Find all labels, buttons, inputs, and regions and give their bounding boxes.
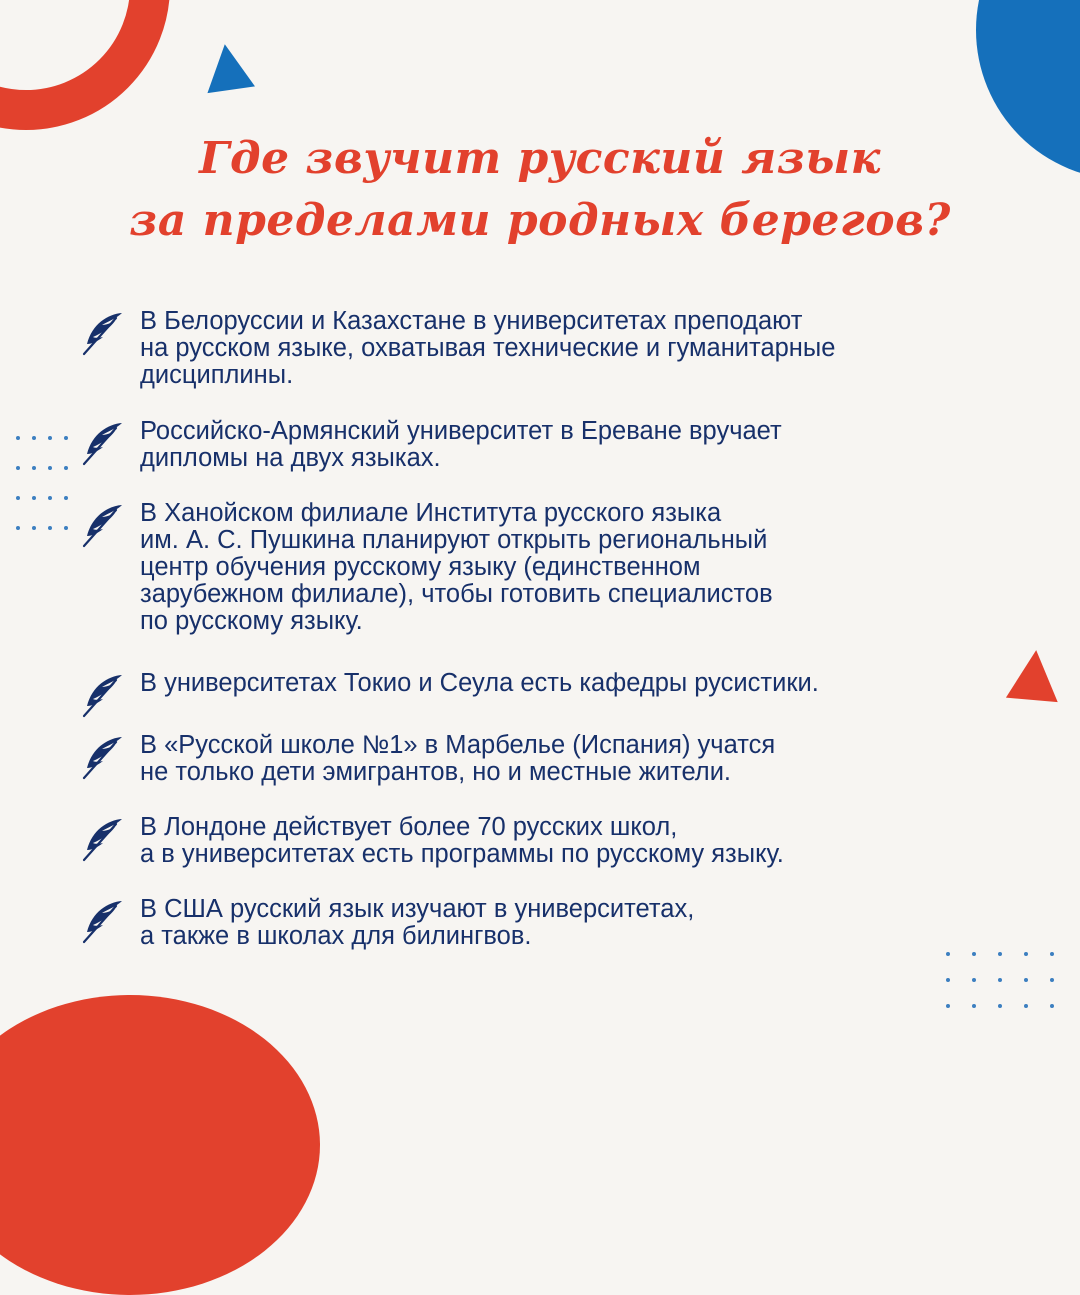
feather-icon bbox=[78, 816, 126, 864]
decorative-red-circle bbox=[0, 995, 320, 1295]
feather-icon bbox=[78, 672, 126, 720]
fact-item-yerevan bbox=[78, 418, 782, 472]
fact-item-hanoi bbox=[78, 500, 773, 635]
decorative-red-triangle bbox=[1006, 648, 1062, 702]
fact-text: Российско-Армянский университет в Ереване вручает дипломы на двух языках. bbox=[140, 417, 782, 472]
title-line-1: Где звучит русский язык bbox=[199, 133, 881, 184]
feather-icon bbox=[78, 502, 126, 550]
feather-icon bbox=[78, 420, 126, 468]
title-line-2: за пределами родных берегов? bbox=[129, 195, 951, 246]
fact-item-marbella bbox=[78, 732, 775, 786]
decorative-dots-right bbox=[946, 952, 1076, 1008]
decorative-ring bbox=[0, 0, 170, 130]
fact-text: В Лондоне действует более 70 русских школ, а в университетах есть программы по русскому языку. bbox=[140, 813, 784, 868]
feather-icon bbox=[78, 898, 126, 946]
fact-text: В Ханойском филиале Института русского языка им. А. С. Пушкина планируют открыть региональный центр обучения русскому языку (единственном зарубежном филиале), чтобы готовить специалистов по русскому языку. bbox=[140, 499, 773, 635]
fact-item-tokyo-seoul bbox=[78, 670, 819, 720]
fact-text: В «Русской школе №1» в Марбелье (Испания) учатся не только дети эмигрантов, но и местные жители. bbox=[140, 731, 776, 786]
feather-icon bbox=[78, 734, 126, 782]
fact-text: В США русский язык изучают в университетах, а также в школах для билингвов. bbox=[140, 895, 695, 950]
fact-text: В университетах Токио и Сеула есть кафедры русистики. bbox=[140, 669, 819, 697]
fact-item-usa bbox=[78, 896, 694, 950]
page-title bbox=[0, 128, 1080, 252]
fact-text: В Белоруссии и Казахстане в университетах преподают на русском языке, охватывая технические и гуманитарные дисциплины. bbox=[140, 307, 836, 389]
feather-icon bbox=[78, 310, 126, 358]
fact-item-belarus-kazakhstan bbox=[78, 308, 835, 389]
decorative-blue-triangle bbox=[201, 41, 255, 93]
decorative-dots-left bbox=[16, 436, 80, 530]
fact-item-london bbox=[78, 814, 784, 868]
